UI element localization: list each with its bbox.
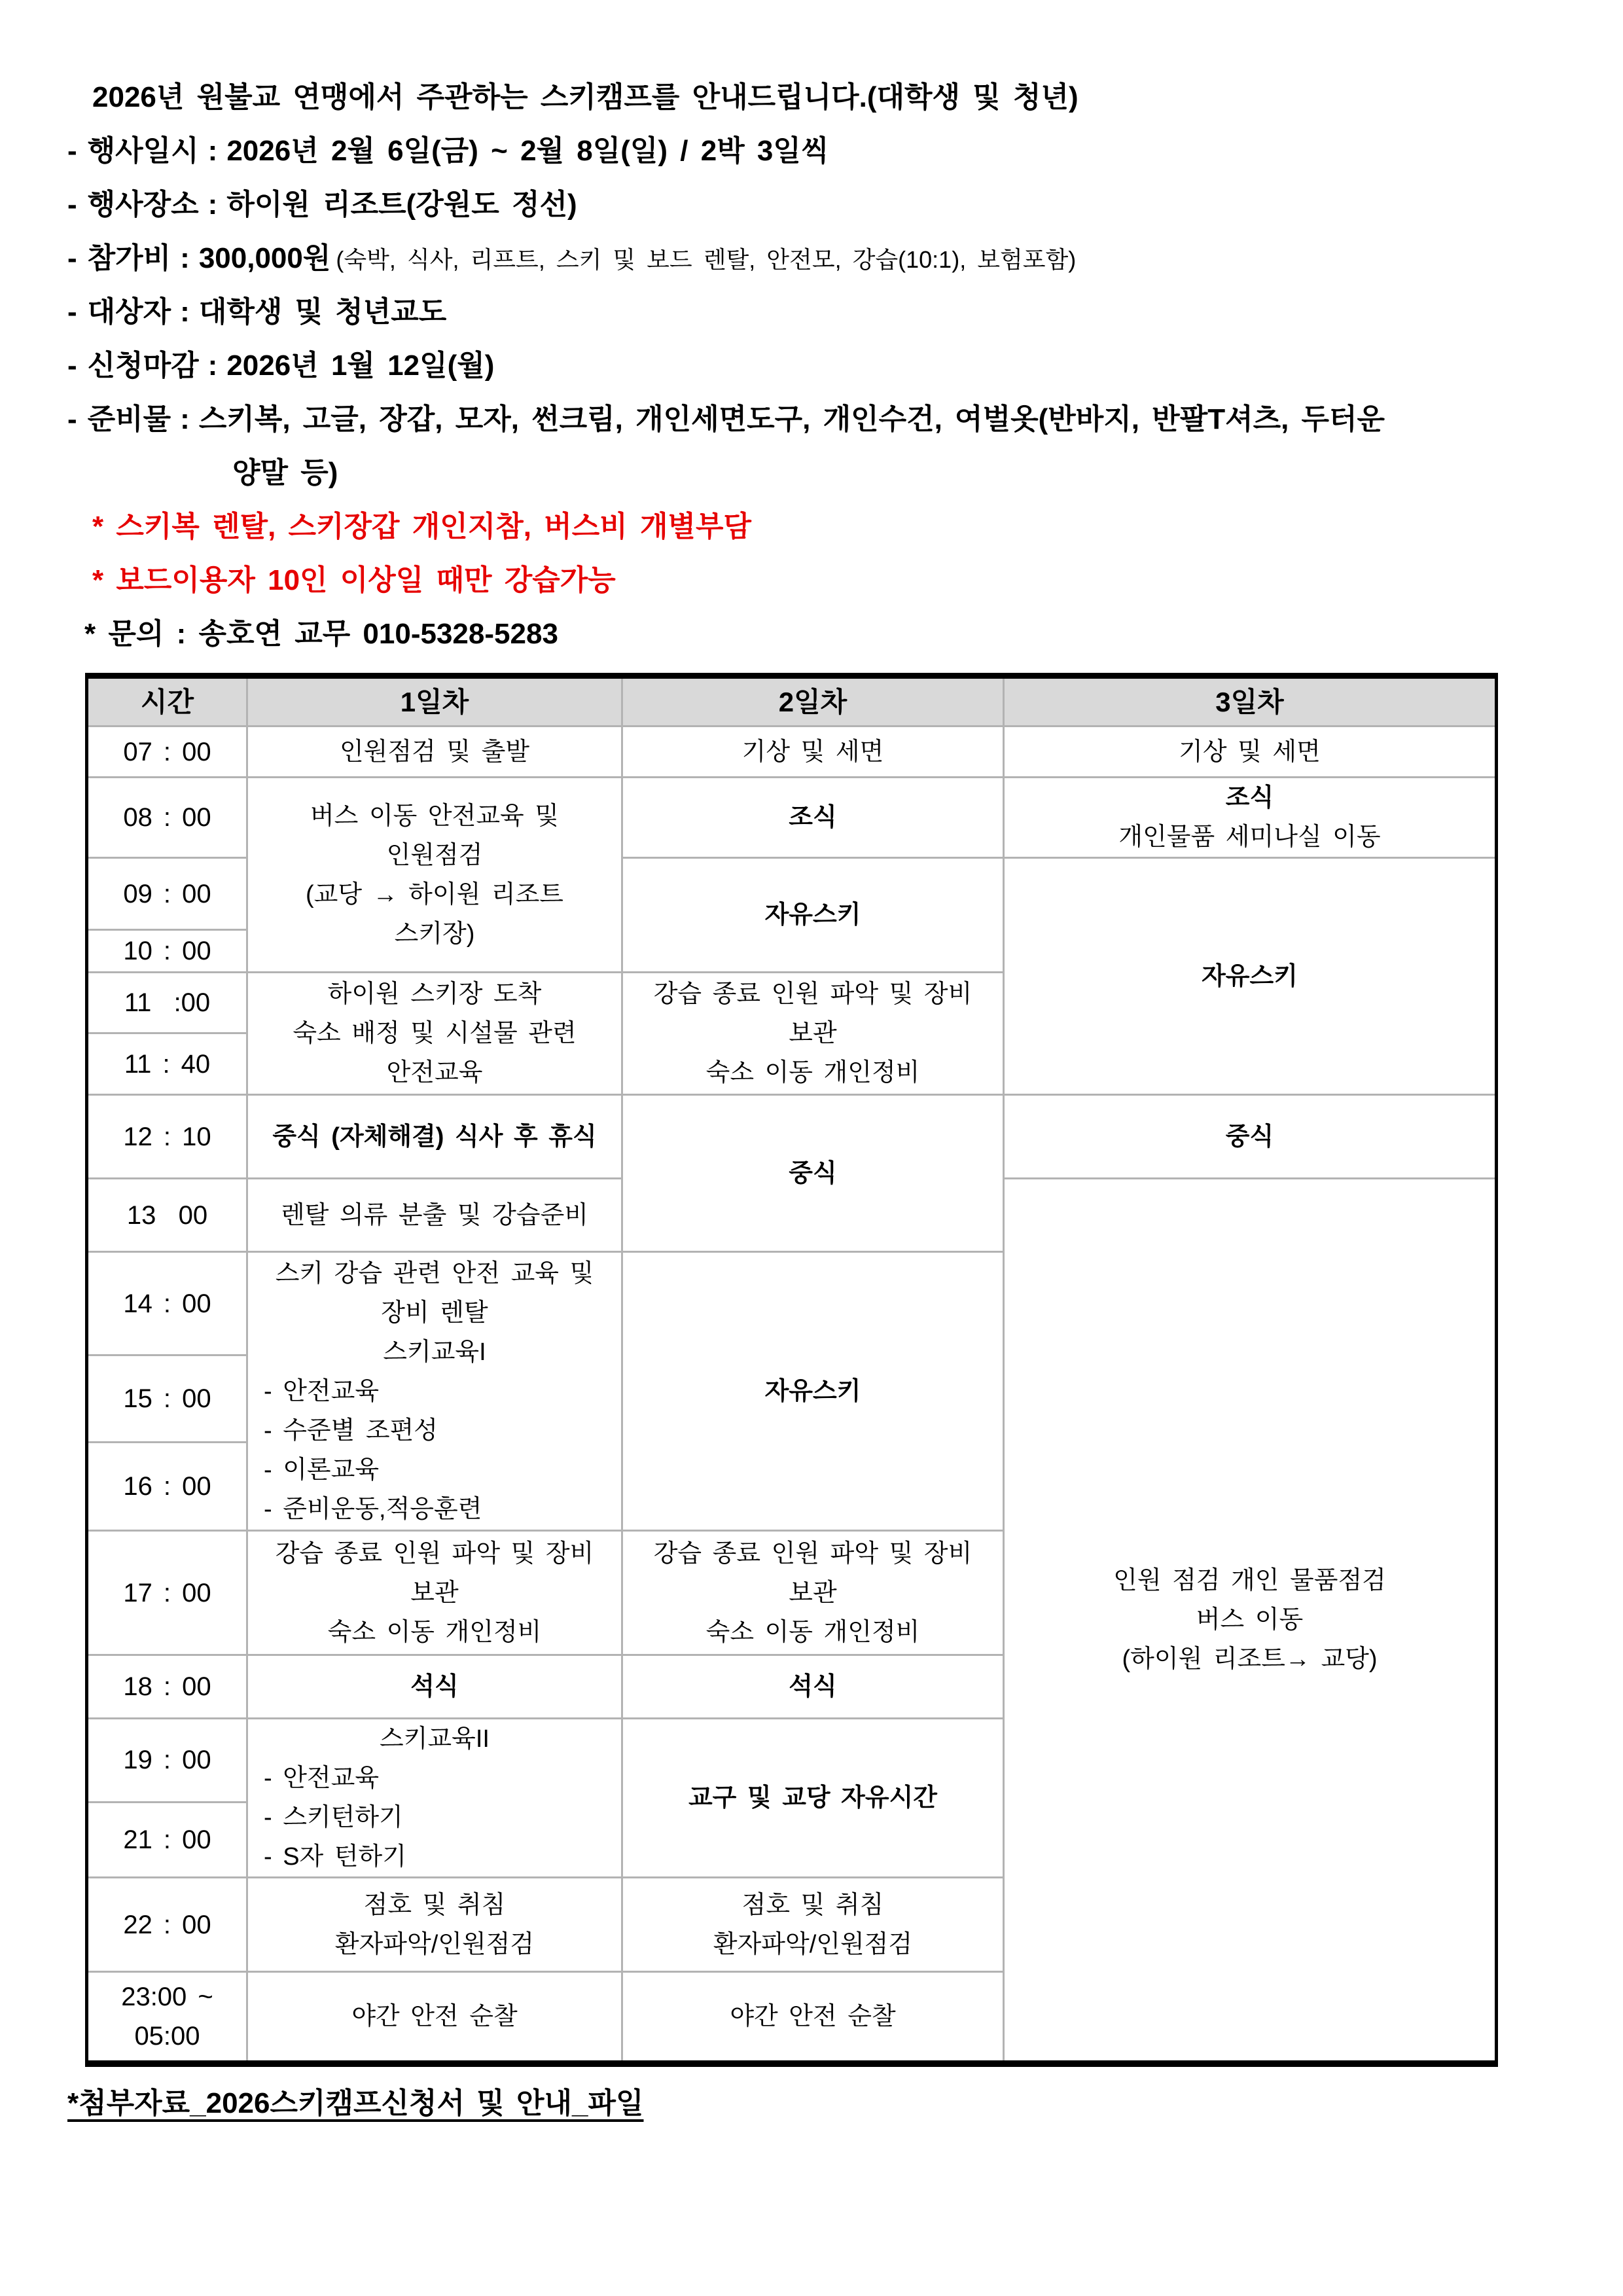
header-cell: 3일차 <box>1004 676 1497 726</box>
cell-bullet-lines <box>248 1759 621 1876</box>
cell-line: 조식 <box>1225 784 1274 812</box>
time-text: 10 : 00 <box>123 937 211 965</box>
cell-line: - 이론교육 <box>264 1456 380 1484</box>
schedule-cell <box>622 1972 1004 2064</box>
cell-line: 야간 안전 순찰 <box>730 2002 896 2030</box>
info-value: 300,000원 <box>198 242 331 274</box>
info-value: 2026년 2월 6일(금) ~ 2월 8일(일) / 2박 3일씩 <box>226 135 829 167</box>
cell-line: 숙소 이동 개인정비 <box>705 1059 920 1086</box>
time-text: 17 : 00 <box>123 1578 211 1607</box>
time-text: 09 : 00 <box>123 879 211 908</box>
cell-line: 점호 및 취침 <box>741 1891 884 1919</box>
schedule-cell <box>247 1095 622 1179</box>
cell-line: - S자 턴하기 <box>264 1843 406 1871</box>
info-label: 신청마감 <box>87 350 199 382</box>
dash: - <box>67 296 77 328</box>
schedule-cell <box>1004 1095 1497 1179</box>
schedule-cell <box>1004 858 1497 1095</box>
cell-line: 인원점검 <box>386 841 483 869</box>
info-label: 준비물 <box>87 403 171 435</box>
schedule-cell <box>247 778 622 973</box>
time-cell <box>87 858 247 930</box>
cell-line: 환자파악/인원점검 <box>334 1930 535 1958</box>
time-cell <box>87 1802 247 1877</box>
page-title: 2026년 원불교 연맹에서 주관하는 스키캠프를 안내드립니다.(대학생 및 청년) <box>92 81 1079 113</box>
fee-note: (숙박, 식사, 리프트, 스키 및 보드 렌탈, 안전모, 강습(10:1), 보험포함) <box>336 246 1077 273</box>
schedule-cell <box>247 1655 622 1719</box>
table-row <box>87 726 1497 778</box>
cell-line: 석식 <box>410 1673 459 1700</box>
cell-line: 보관 <box>789 1020 837 1047</box>
intro-section <box>67 71 1571 661</box>
cell-line: - 준비운동,적응훈련 <box>264 1495 482 1523</box>
time-text: 14 : 00 <box>123 1289 211 1318</box>
info-line-event-location <box>67 178 1571 232</box>
cell-line: 장비 렌탈 <box>381 1299 488 1327</box>
time-cell <box>87 1095 247 1179</box>
cell-line: 숙소 배정 및 시설물 관련 <box>293 1020 577 1047</box>
cell-line: - 스키턴하기 <box>264 1804 403 1831</box>
colon: : <box>180 296 190 328</box>
cell-line: (교당 → 하이원 리조트 <box>306 880 563 908</box>
note-rental: * 스키복 렌탈, 스키장갑 개인지참, 버스비 개별부담 <box>92 511 751 543</box>
schedule-cell <box>247 1719 622 1878</box>
info-label: 대상자 <box>87 296 171 328</box>
time-text: 05:00 <box>134 2021 200 2051</box>
info-label: 참가비 <box>87 242 171 274</box>
colon: : <box>207 350 218 382</box>
time-cell <box>87 1719 247 1803</box>
schedule-cell <box>622 1878 1004 1972</box>
time-text: 15 : 00 <box>123 1384 211 1413</box>
schedule-tbody <box>87 676 1497 2064</box>
time-cell <box>87 1443 247 1531</box>
cell-line: 강습 종료 인원 파악 및 장비 <box>653 1539 972 1568</box>
cell-line: 중식 (자체해결) 식사 후 휴식 <box>272 1122 597 1151</box>
schedule-cell <box>247 726 622 778</box>
colon: : <box>180 403 190 435</box>
time-text: 11 : 40 <box>124 1049 211 1079</box>
schedule-cell <box>622 1252 1004 1531</box>
info-label: 행사장소 <box>87 188 199 221</box>
cell-line: - 안전교육 <box>264 1765 380 1792</box>
dash: - <box>67 403 77 435</box>
dash: - <box>67 135 77 167</box>
time-cell <box>87 778 247 858</box>
schedule-cell <box>622 1655 1004 1719</box>
cell-line: 하이원 스키장 도착 <box>327 980 542 1008</box>
schedule-cell <box>247 1878 622 1972</box>
schedule-table <box>85 673 1498 2067</box>
header-row <box>87 676 1497 726</box>
time-text: 11 :00 <box>124 988 211 1017</box>
info-value: 2026년 1월 12일(월) <box>226 350 495 382</box>
cell-line: (하이원 리조트→ 교당) <box>1122 1645 1378 1673</box>
cell-line: 인원점검 및 출발 <box>339 738 530 766</box>
cell-line: 점호 및 취침 <box>363 1891 506 1919</box>
schedule-cell <box>622 1531 1004 1655</box>
cell-line: 석식 <box>789 1673 837 1700</box>
cell-line: 자유스키 <box>1202 962 1298 990</box>
schedule-cell <box>1004 1179 1497 2064</box>
time-text: 08 : 00 <box>123 803 211 832</box>
schedule-cell <box>622 973 1004 1095</box>
contact-line: * 문의 : 송호연 교무 010-5328-5283 <box>84 618 558 650</box>
cell-line: 스키교육II <box>380 1725 490 1753</box>
cell-line: 스키교육I <box>383 1338 486 1366</box>
time-text: 07 : 00 <box>123 737 211 766</box>
cell-line: 강습 종료 인원 파악 및 장비 <box>275 1539 594 1568</box>
schedule-cell <box>247 1179 622 1252</box>
supplies-continuation: 양말 등) <box>232 457 338 489</box>
info-line-target <box>67 285 1571 339</box>
info-line-deadline <box>67 339 1571 393</box>
cell-line: 보관 <box>410 1579 459 1607</box>
schedule-cell <box>1004 726 1497 778</box>
cell-line: 스키장) <box>394 920 475 948</box>
schedule-cell <box>622 858 1004 973</box>
schedule-cell <box>622 1095 1004 1252</box>
cell-line: - 수준별 조편성 <box>264 1416 438 1444</box>
cell-line: 보관 <box>789 1579 837 1607</box>
cell-line: 환자파악/인원점검 <box>713 1930 913 1958</box>
cell-line: 자유스키 <box>764 1377 861 1405</box>
dash: - <box>67 242 77 274</box>
time-cell <box>87 1252 247 1355</box>
cell-line: 기상 및 세면 <box>1179 738 1321 766</box>
schedule-cell <box>247 1972 622 2064</box>
colon: : <box>207 135 218 167</box>
info-value: 대학생 및 청년교도 <box>198 296 447 328</box>
time-cell <box>87 1033 247 1095</box>
time-text: 19 : 00 <box>123 1746 211 1775</box>
table-row <box>87 1095 1497 1179</box>
cell-line: 중식 <box>789 1159 837 1187</box>
time-cell <box>87 1655 247 1719</box>
cell-line: 버스 이동 <box>1196 1605 1304 1634</box>
dash: - <box>67 188 77 221</box>
schedule-cell <box>247 1531 622 1655</box>
info-label: 행사일시 <box>87 135 199 167</box>
schedule-cell <box>622 726 1004 778</box>
info-value: 하이원 리조트(강원도 정선) <box>226 188 577 221</box>
cell-line: 교구 및 교당 자유시간 <box>688 1784 938 1812</box>
schedule-cell <box>247 1252 622 1531</box>
time-cell <box>87 1972 247 2064</box>
info-value: 스키복, 고글, 장갑, 모자, 썬크림, 개인세면도구, 개인수건, 여벌옷(반바지, 반팔T셔츠, 두터운 <box>198 403 1385 435</box>
cell-line: 스키 강습 관련 안전 교육 및 <box>275 1259 594 1287</box>
schedule-cell <box>622 1719 1004 1878</box>
time-cell <box>87 930 247 973</box>
info-line-supplies <box>67 393 1571 446</box>
time-text: 13 00 <box>126 1200 208 1230</box>
time-text: 22 : 00 <box>123 1910 211 1939</box>
header-cell: 1일차 <box>247 676 622 726</box>
cell-line: 강습 종료 인원 파악 및 장비 <box>653 980 972 1008</box>
time-cell <box>87 1355 247 1443</box>
cell-line: 개인물품 세미나실 이동 <box>1118 823 1381 851</box>
time-cell <box>87 1531 247 1655</box>
colon: : <box>207 188 218 221</box>
cell-line: 기상 및 세면 <box>741 738 884 766</box>
info-line-event-datetime <box>67 124 1571 178</box>
schedule-cell <box>1004 778 1497 858</box>
schedule-cell <box>247 973 622 1095</box>
header-cell: 시간 <box>87 676 247 726</box>
header-cell: 2일차 <box>622 676 1004 726</box>
time-cell <box>87 726 247 778</box>
info-line-fee <box>67 232 1571 285</box>
time-cell <box>87 1179 247 1252</box>
time-text: 16 : 00 <box>123 1472 211 1501</box>
time-text: 12 : 10 <box>123 1122 211 1151</box>
cell-line: - 안전교육 <box>264 1377 380 1405</box>
schedule-cell <box>622 778 1004 858</box>
cell-line: 숙소 이동 개인정비 <box>327 1618 542 1646</box>
note-board-lesson: * 보드이용자 10인 이상일 때만 강습가능 <box>92 564 616 596</box>
time-text: 23:00 ~ <box>121 1982 213 2011</box>
time-text: 18 : 00 <box>123 1672 211 1701</box>
dash: - <box>67 350 77 382</box>
cell-line: 인원 점검 개인 물품점검 <box>1113 1566 1386 1594</box>
cell-line: 자유스키 <box>764 901 861 929</box>
attachment-note: *첨부자료_2026스키캠프신청서 및 안내_파일 <box>67 2087 644 2119</box>
time-text: 21 : 00 <box>123 1825 211 1854</box>
cell-line: 버스 이동 안전교육 및 <box>310 802 560 830</box>
time-cell <box>87 1878 247 1972</box>
cell-line: 야간 안전 순찰 <box>351 2002 518 2030</box>
colon: : <box>180 242 190 274</box>
time-cell <box>87 973 247 1033</box>
cell-line: 안전교육 <box>386 1059 483 1086</box>
cell-line: 조식 <box>789 804 837 831</box>
table-row <box>87 778 1497 858</box>
cell-line: 숙소 이동 개인정비 <box>705 1618 920 1646</box>
cell-line: 중식 <box>1225 1122 1274 1151</box>
cell-line: 렌탈 의류 분출 및 강습준비 <box>280 1201 589 1229</box>
cell-bullet-lines <box>248 1372 621 1529</box>
